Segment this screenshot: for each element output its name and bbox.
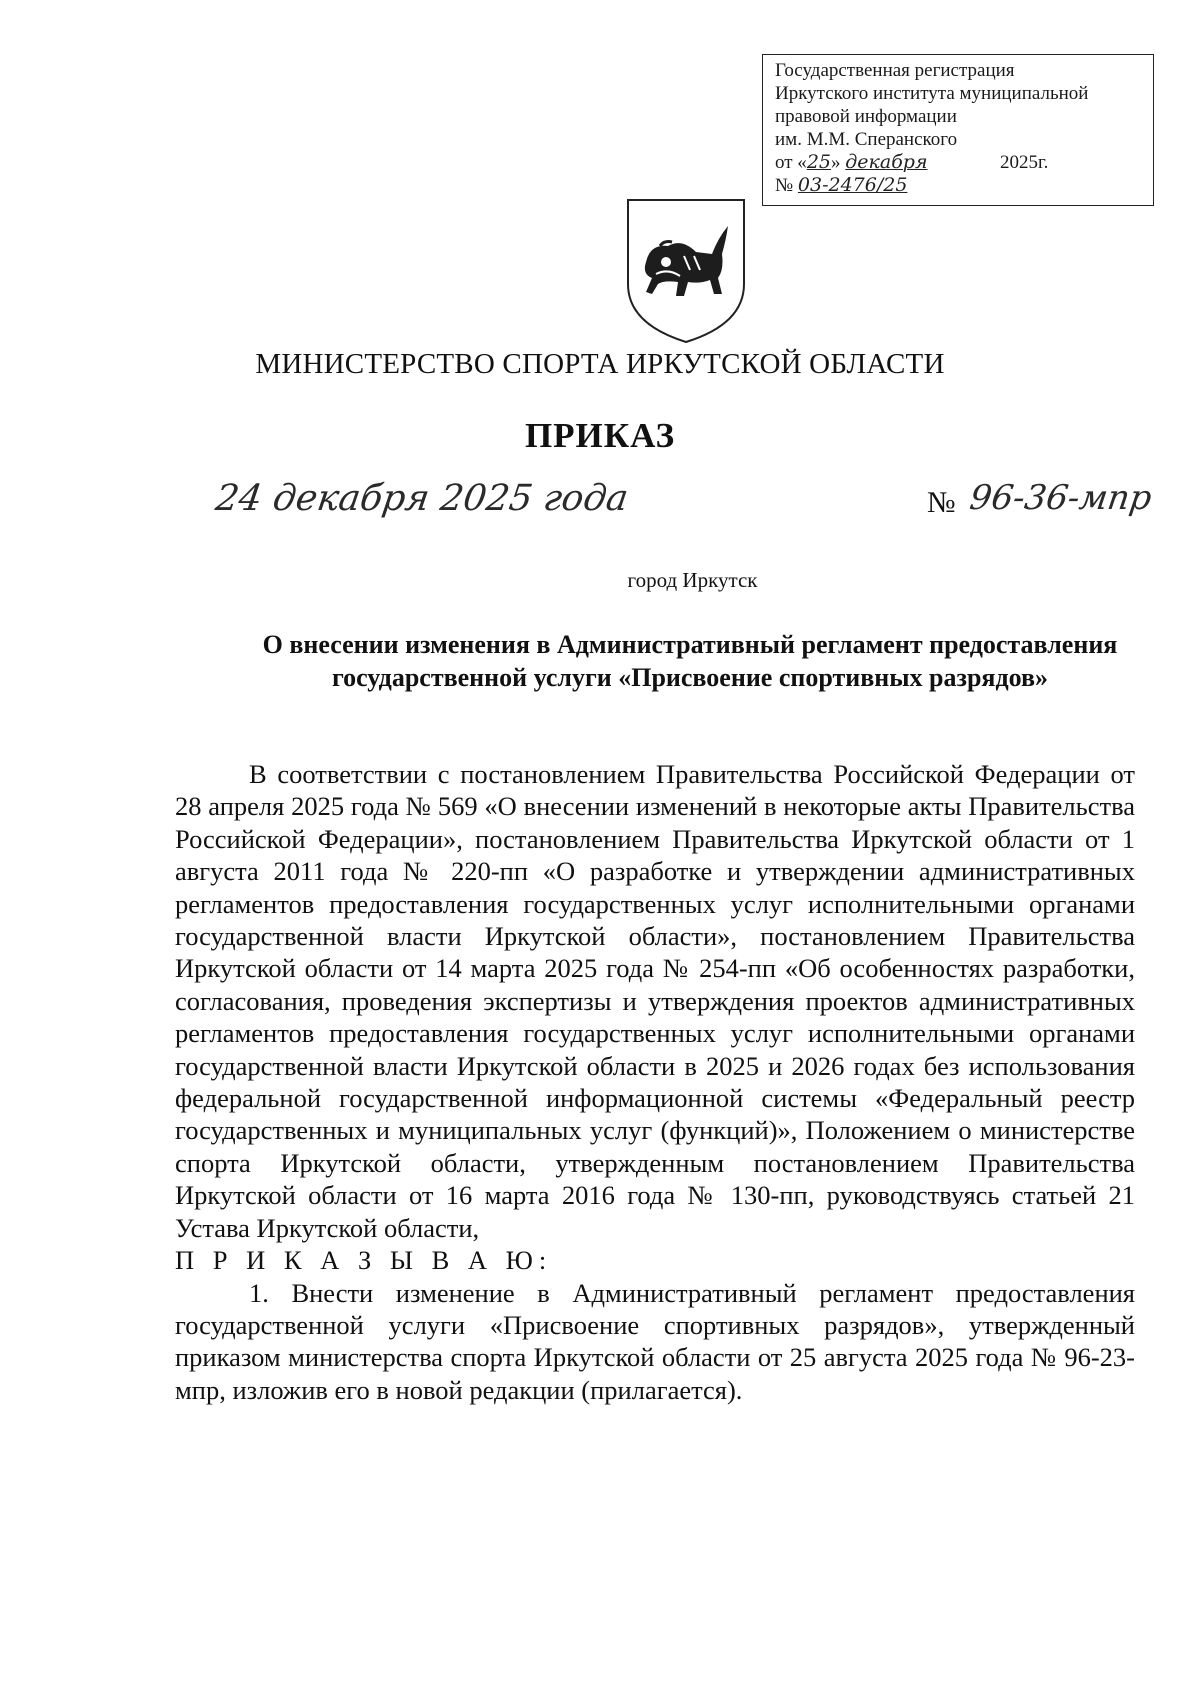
document-title: О внесении изменения в Административный регламент предоставления государственной услуги «Присвоение спортивных разрядов»: [262, 630, 1118, 692]
registration-line-3: правовой информации: [775, 106, 957, 127]
order-number-label: №: [927, 486, 956, 519]
registration-stamp: [762, 54, 1154, 206]
order-item-1: 1. Внести изменение в Административный регламент предоставления государственной услуги «Присвоение спортивных разрядов», утвержденный приказом министерства спорта Иркутской области от 25 августа 2025 года № 96-23-мпр, изложив его в новой редакции (прилагается).: [175, 1277, 1135, 1405]
registration-number-prefix: №: [775, 175, 794, 196]
registration-line-4: им. М.М. Сперанского: [775, 129, 958, 150]
city-name: город Иркутск: [627, 568, 758, 592]
document-type: ПРИКАЗ: [524, 416, 676, 455]
order-word: П Р И К А З Ы В А Ю:: [175, 1245, 553, 1276]
document-body: [175, 758, 1135, 1406]
registration-line-1: Государственная регистрация: [775, 60, 1015, 81]
registration-date-day: 25: [806, 151, 831, 173]
order-date-handwritten: 24 декабря 2025 года: [213, 478, 631, 519]
coat-of-arms-babr-icon: [624, 196, 748, 344]
preamble-paragraph: В соответствии с постановлением Правительства Российской Федерации от 28 апреля 2025 года № 569 «О внесении изменений в некоторые акты Правительства Российской Федерации», постановлением Правительства Иркутской области от 1 августа 2011 года № 220-пп «О разработке и утверждении административных регламентов предоставления государственных услуг исполнительными органами государственной власти Иркутской области», постановлением Правительства Иркутской области от 14 марта 2025 года № 254-пп «Об особенностях разработки, согласования, проведения экспертизы и утверждения проектов административных регламентов предоставления государственных услуг исполнительными органами государственной власти Иркутской области в 2025 и 2026 годах без использования федеральной государственной информационной системы «Федеральный реестр государственных и муниципальных услуг (функций)», Положением о министерстве спорта Иркутской области, утвержденным постановлением Правительства Иркутской области от 16 марта 2016 года № 130-пп, руководствуясь статьей 21 Устава Иркутской области,: [175, 759, 1135, 1243]
registration-date: [775, 151, 1145, 174]
registration-line-2: Иркутского института муниципальной: [775, 83, 1089, 104]
registration-date-month: декабря: [845, 151, 928, 173]
registration-number-value: 03-2476/25: [797, 174, 908, 196]
registration-date-prefix: от «: [775, 152, 807, 173]
registration-number: [775, 174, 1145, 197]
registration-date-suffix: г.: [1038, 152, 1049, 173]
order-number-handwritten: 96-36-мпр: [967, 478, 1155, 518]
registration-date-year: 2025: [1000, 152, 1038, 173]
ministry-name: МИНИСТЕРСТВО СПОРТА ИРКУТСКОЙ ОБЛАСТИ: [255, 348, 945, 380]
registration-date-mid: »: [831, 152, 841, 173]
